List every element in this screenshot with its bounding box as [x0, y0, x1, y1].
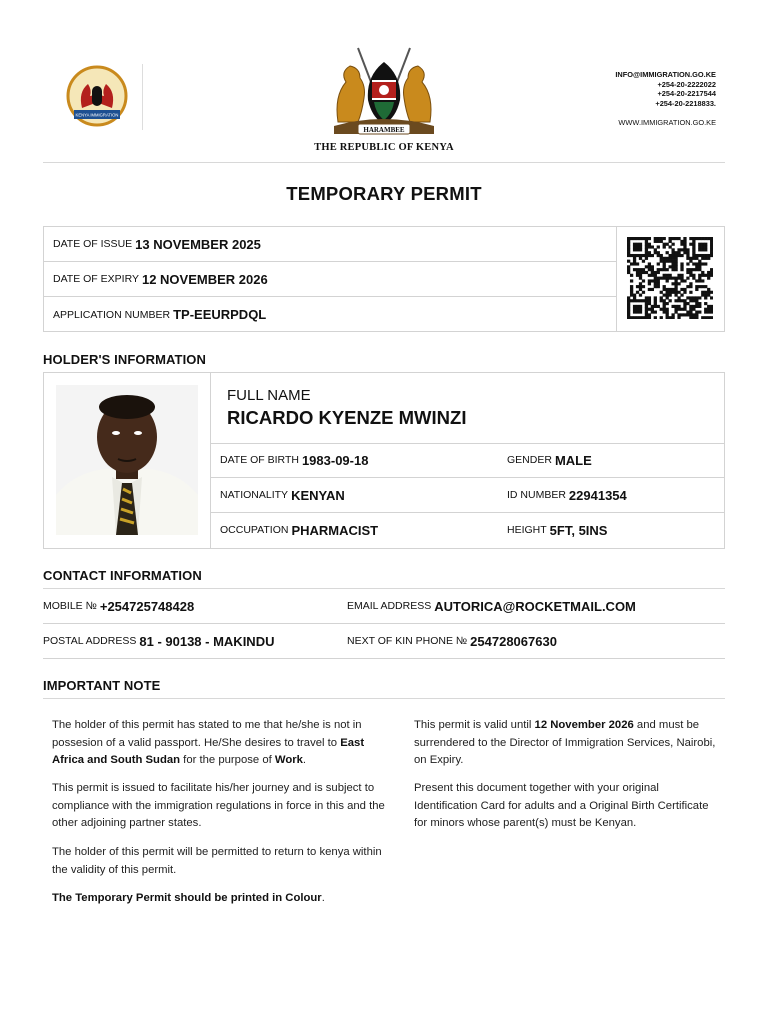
issue-date-label: DATE OF ISSUE: [53, 238, 133, 250]
nationality-value: KENYAN: [291, 487, 345, 503]
header-divider: [142, 64, 143, 130]
mobile-label: MOBILE №: [43, 600, 97, 612]
coat-of-arms: [328, 42, 440, 138]
issue-date-value: 13 NOVEMBER 2025: [135, 236, 261, 252]
note-destination: East Africa and South Sudan: [52, 736, 365, 767]
document-title: TEMPORARY PERMIT: [286, 183, 482, 204]
note-paragraph-5: This permit is valid until 12 November 2026 and must be surrendered to the Director of Immigration Services, Nairobi, on Expiry.: [414, 719, 716, 767]
email-value: AUTORICA@ROCKETMAIL.COM: [434, 598, 636, 614]
dob-value: 1983-09-18: [301, 452, 369, 468]
expiry-date-value: 12 NOVEMBER 2026: [141, 271, 268, 287]
application-number-label: APPLICATION NUMBER: [53, 308, 171, 321]
id-number-value: 22941354: [568, 487, 627, 503]
contact-section-title: CONTACT INFORMATION: [43, 568, 202, 583]
contact-row-1: [43, 589, 725, 624]
application-number-row: [44, 297, 616, 332]
note-paragraph-2: This permit is issued to facilitate his/her journey and is subject to compliance with the immigration regulations in force in this and the other adjoining partner states.: [52, 782, 385, 830]
occupation-value: PHARMACIST: [291, 522, 379, 538]
holder-photo: [56, 385, 198, 535]
website-link[interactable]: WWW.IMMIGRATION.GO.KE: [618, 118, 716, 128]
note-print-instruction: The Temporary Permit should be printed in Colour: [52, 892, 322, 904]
header-contact: [615, 70, 716, 128]
divider: [43, 162, 725, 163]
holder-section-title: HOLDER'S INFORMATION: [43, 352, 207, 367]
kenya-immigration-logo: [60, 64, 134, 128]
logo-lettering: KENYA IMMIGRATION: [75, 112, 119, 118]
permit-details-table: [43, 226, 725, 332]
contact-row-2: [43, 624, 725, 659]
contact-email[interactable]: INFO@IMMIGRATION.GO.KE: [615, 70, 716, 79]
full-name-label: FULL NAME: [227, 387, 311, 404]
nationality-label: NATIONALITY: [220, 489, 289, 501]
note-paragraph-4: The Temporary Permit should be printed in Colour.: [52, 892, 325, 904]
height-label: HEIGHT: [507, 524, 547, 536]
occupation-label: OCCUPATION: [220, 524, 289, 536]
note-valid-until: 12 November 2026: [534, 719, 634, 731]
dob-label: DATE OF BIRTH: [220, 454, 299, 466]
qr-code-icon: [627, 237, 713, 319]
full-name-cell: [210, 373, 724, 444]
divider: [43, 698, 725, 699]
note-section-title: IMPORTANT NOTE: [43, 678, 161, 693]
qr-cell: [616, 227, 725, 331]
republic-title: THE REPUBLIC OF KENYA: [314, 142, 454, 153]
contact-phone-2: +254-20-2217544: [657, 89, 716, 99]
coat-motto: HARAMBEE: [363, 126, 405, 134]
gender-label: GENDER: [507, 454, 552, 466]
mobile-value: +254725748428: [99, 598, 195, 614]
next-of-kin-label: NEXT OF KIN PHONE №: [347, 635, 468, 647]
email-label: EMAIL ADDRESS: [347, 600, 432, 612]
holder-row-2: [210, 478, 724, 513]
photo-cell: [44, 373, 211, 548]
note-paragraph-6: Present this document together with your original Identification Card for adults and a Original Birth Certificate for minors whose parent(s) must be Kenyan.: [414, 782, 709, 830]
id-number-label: ID NUMBER: [507, 489, 566, 501]
note-paragraph-3: The holder of this permit will be permitted to return to kenya within the validity of this permit.: [52, 846, 382, 876]
issue-date-row: [44, 227, 616, 262]
holder-info-table: [43, 372, 725, 549]
expiry-date-row: [44, 262, 616, 297]
holder-row-1: [210, 443, 724, 478]
height-value: 5FT, 5INS: [549, 522, 608, 538]
gender-value: MALE: [554, 452, 592, 468]
full-name-value: RICARDO KYENZE MWINZI: [227, 407, 467, 428]
next-of-kin-value: 254728067630: [470, 633, 557, 649]
note-paragraph-1: The holder of this permit has stated to me that he/she is not in possesion of a valid passport. He/She desires to travel to East Africa and South Sudan for the purpose of Work.: [52, 719, 365, 767]
holder-row-3: [210, 513, 724, 548]
note-purpose: Work: [274, 754, 303, 767]
contact-phone-3: +254-20-2218833.: [655, 98, 716, 108]
contact-phone-1: +254-20-2222022: [657, 79, 716, 89]
postal-address-value: 81 - 90138 - MAKINDU: [139, 633, 275, 649]
postal-address-label: POSTAL ADDRESS: [43, 635, 137, 647]
expiry-date-label: DATE OF EXPIRY: [53, 273, 139, 285]
application-number-value: TP-EEURPDQL: [173, 307, 267, 322]
